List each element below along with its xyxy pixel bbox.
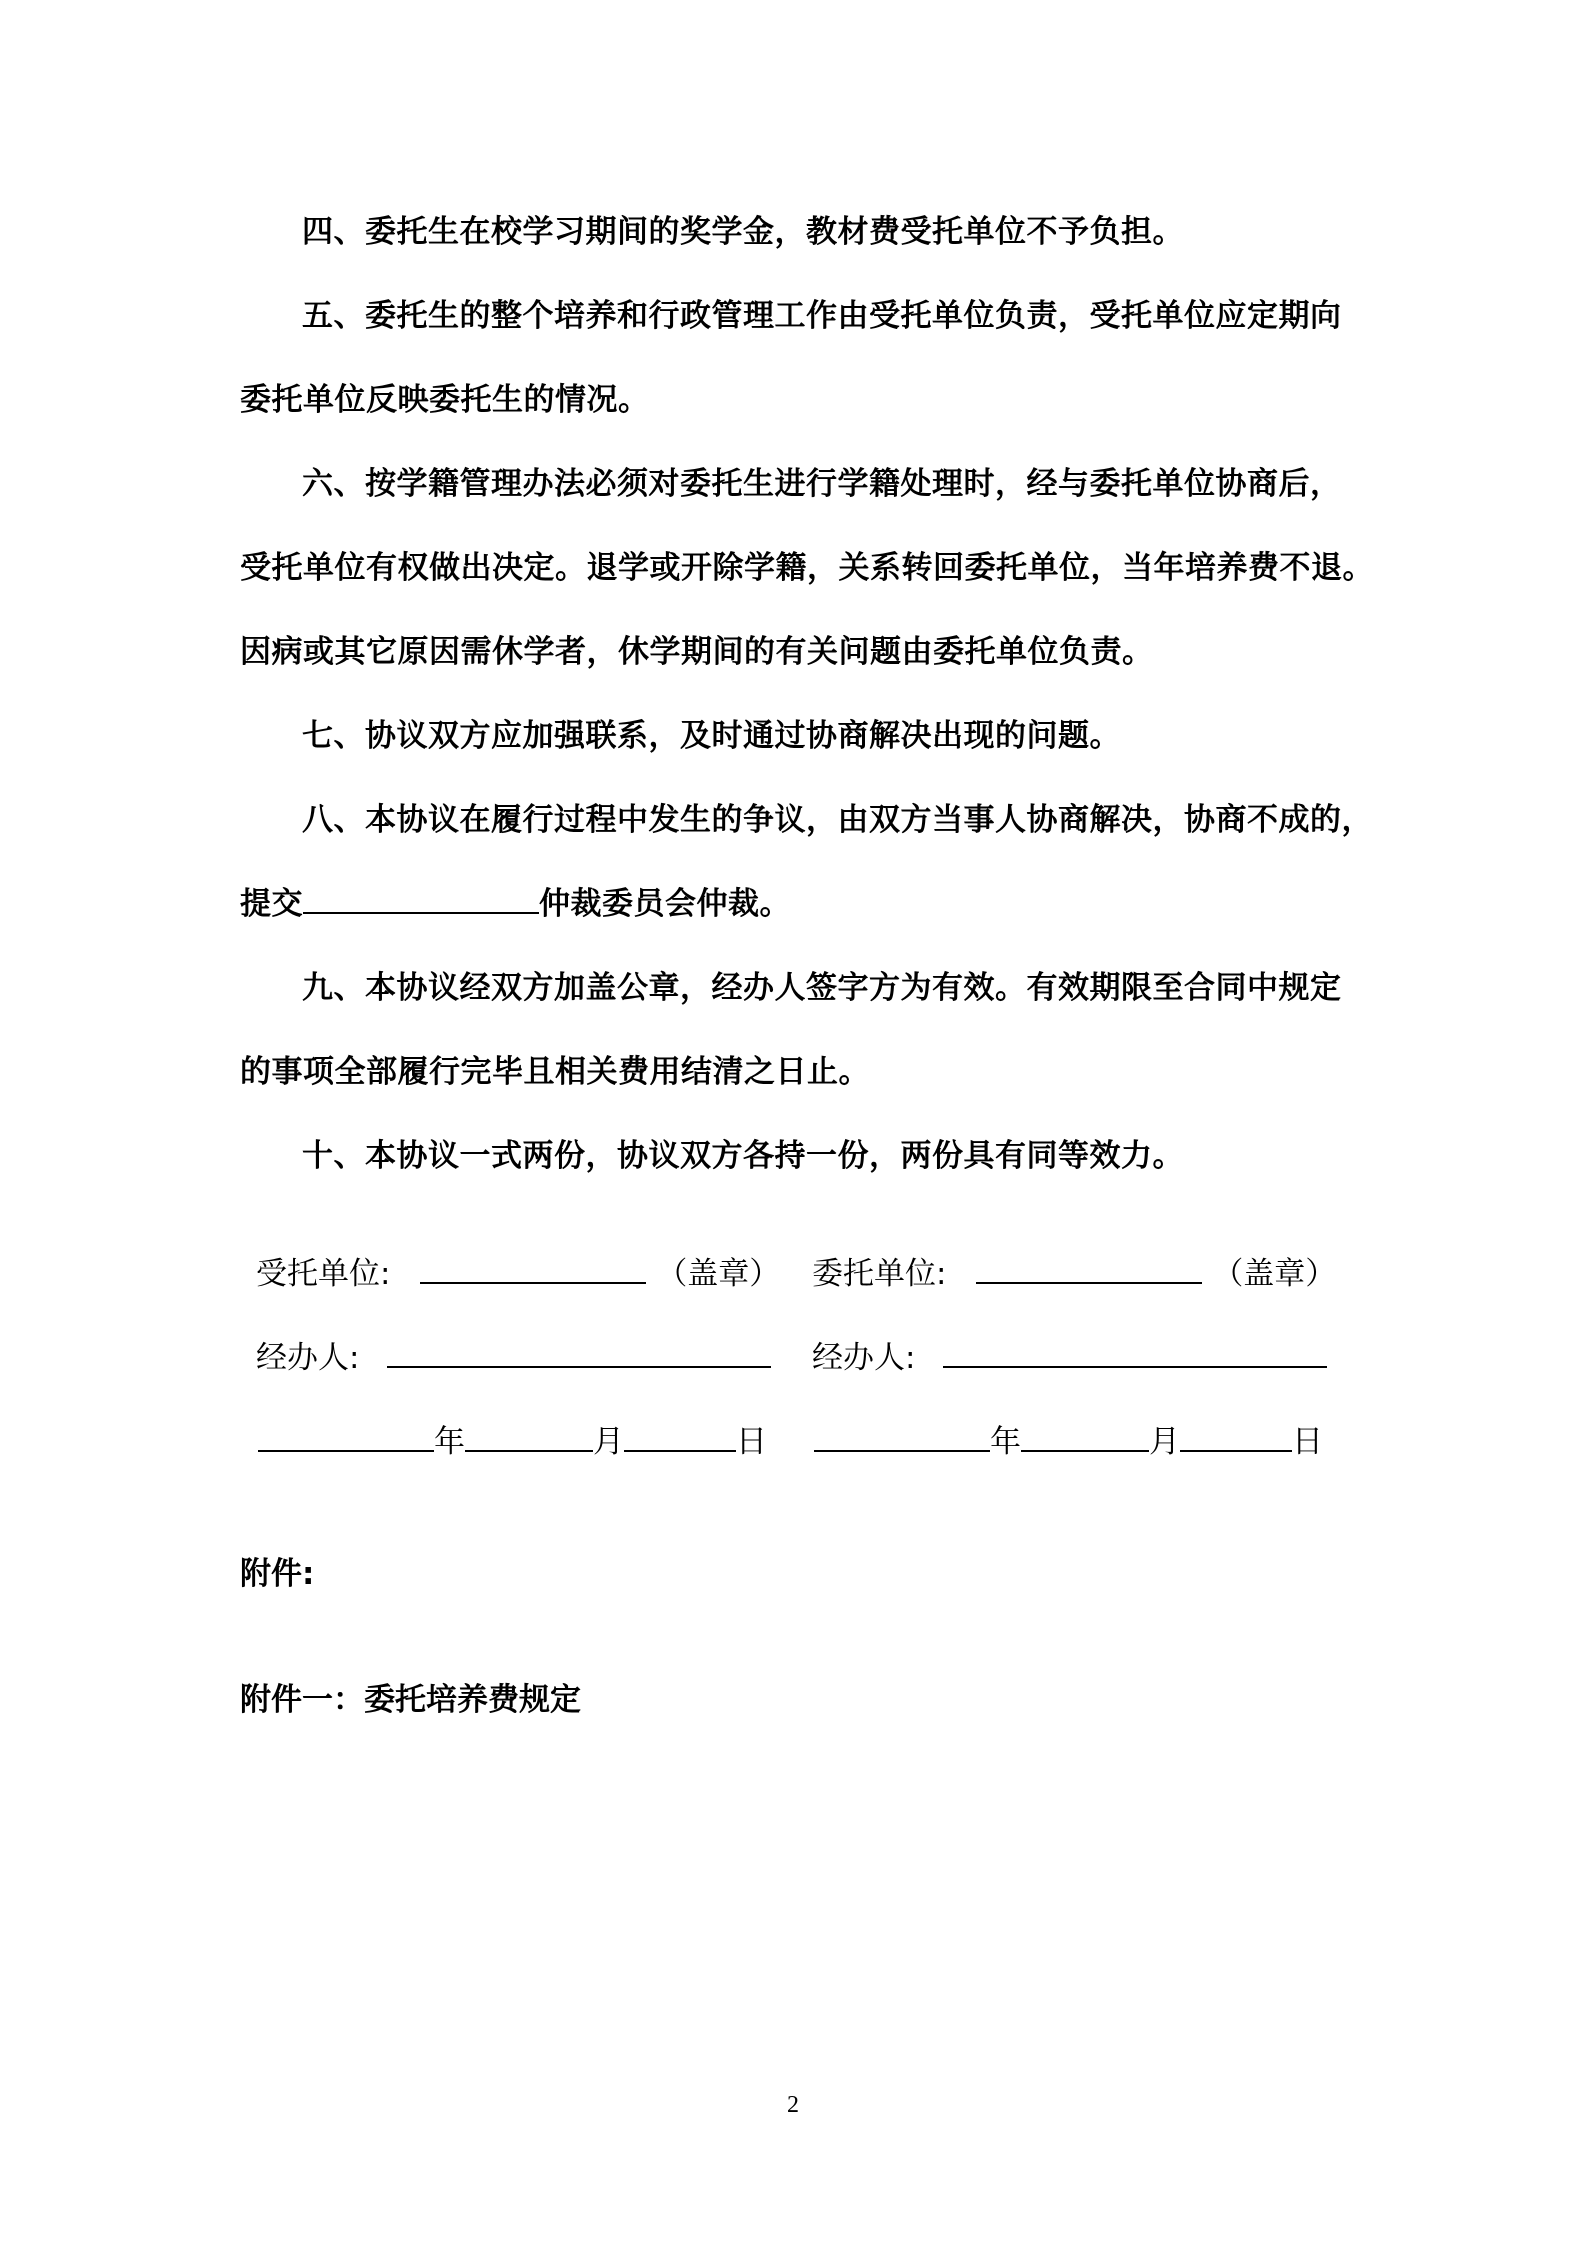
entrusting-seal-label: （盖章）: [1212, 1256, 1337, 1292]
trustee-unit-blank[interactable]: [420, 1254, 646, 1284]
entrusting-unit-label: 委托单位:: [812, 1256, 947, 1292]
entrusting-date-row: [814, 1420, 1323, 1464]
entrusting-unit-blank[interactable]: [976, 1254, 1202, 1284]
entrusting-handler-row: [812, 1336, 1327, 1380]
clause-8-line-1: 八、本协议在履行过程中发生的争议，由双方当事人协商解决，协商不成的，: [302, 802, 1373, 838]
trustee-date-row: [258, 1420, 767, 1464]
trustee-handler-row: [256, 1336, 771, 1380]
page-number: 2: [787, 2092, 799, 2118]
entrusting-year-blank[interactable]: [814, 1422, 990, 1452]
clause-9: [240, 946, 1360, 1114]
clause-8-prefix: 提交: [240, 886, 303, 922]
entrusting-month-blank[interactable]: [1021, 1422, 1149, 1452]
trustee-seal-label: （盖章）: [656, 1256, 781, 1292]
clause-4: [240, 190, 1360, 274]
entrusting-year-label: 年: [990, 1424, 1021, 1460]
trustee-year-blank[interactable]: [258, 1422, 434, 1452]
arbitration-blank[interactable]: [303, 882, 539, 914]
trustee-handler-blank[interactable]: [387, 1338, 771, 1368]
clause-5: [240, 274, 1360, 442]
trustee-unit-row: [256, 1252, 780, 1296]
trustee-month-blank[interactable]: [465, 1422, 593, 1452]
trustee-month-label: 月: [593, 1424, 624, 1460]
trustee-handler-label: 经办人:: [256, 1340, 360, 1376]
entrusting-unit-row: [812, 1252, 1336, 1296]
clause-6-line-2: 受托单位有权做出决定。退学或开除学籍，关系转回委托单位，当年培养费不退。: [240, 550, 1374, 586]
clause-6-line-1: 六、按学籍管理办法必须对委托生进行学籍处理时，经与委托单位协商后，: [302, 466, 1342, 502]
entrusting-day-label: 日: [1292, 1424, 1323, 1460]
entrusting-handler-blank[interactable]: [943, 1338, 1327, 1368]
attachments-heading: 附件:: [240, 1556, 315, 1592]
entrusting-day-blank[interactable]: [1180, 1422, 1292, 1452]
attachment-item-1: 附件一：委托培养费规定: [240, 1682, 581, 1718]
clause-9-line-2: 的事项全部履行完毕且相关费用结清之日止。: [240, 1054, 870, 1090]
clause-7: [240, 694, 1360, 778]
clause-10-line-1: 十、本协议一式两份，协议双方各持一份，两份具有同等效力。: [302, 1138, 1184, 1174]
clause-6: [240, 442, 1374, 694]
clause-8-suffix: 仲裁委员会仲裁。: [539, 886, 791, 922]
trustee-year-label: 年: [434, 1424, 465, 1460]
trustee-day-blank[interactable]: [624, 1422, 736, 1452]
clause-6-line-3: 因病或其它原因需休学者，休学期间的有关问题由委托单位负责。: [240, 634, 1154, 670]
clause-4-line-1: 四、委托生在校学习期间的奖学金，教材费受托单位不予负担。: [302, 214, 1184, 250]
entrusting-handler-label: 经办人:: [812, 1340, 916, 1376]
trustee-unit-label: 受托单位:: [256, 1256, 391, 1292]
clause-7-line-1: 七、协议双方应加强联系，及时通过协商解决出现的问题。: [302, 718, 1121, 754]
trustee-day-label: 日: [736, 1424, 767, 1460]
clause-9-line-1: 九、本协议经双方加盖公章，经办人签字方为有效。有效期限至合同中规定: [302, 970, 1342, 1006]
clause-5-line-1: 五、委托生的整个培养和行政管理工作由受托单位负责，受托单位应定期向: [302, 298, 1342, 334]
clause-8: [240, 778, 1373, 946]
clause-10: [240, 1114, 1360, 1198]
clause-8-line-2: [240, 862, 1360, 946]
clause-5-line-2: 委托单位反映委托生的情况。: [240, 382, 650, 418]
entrusting-month-label: 月: [1149, 1424, 1180, 1460]
